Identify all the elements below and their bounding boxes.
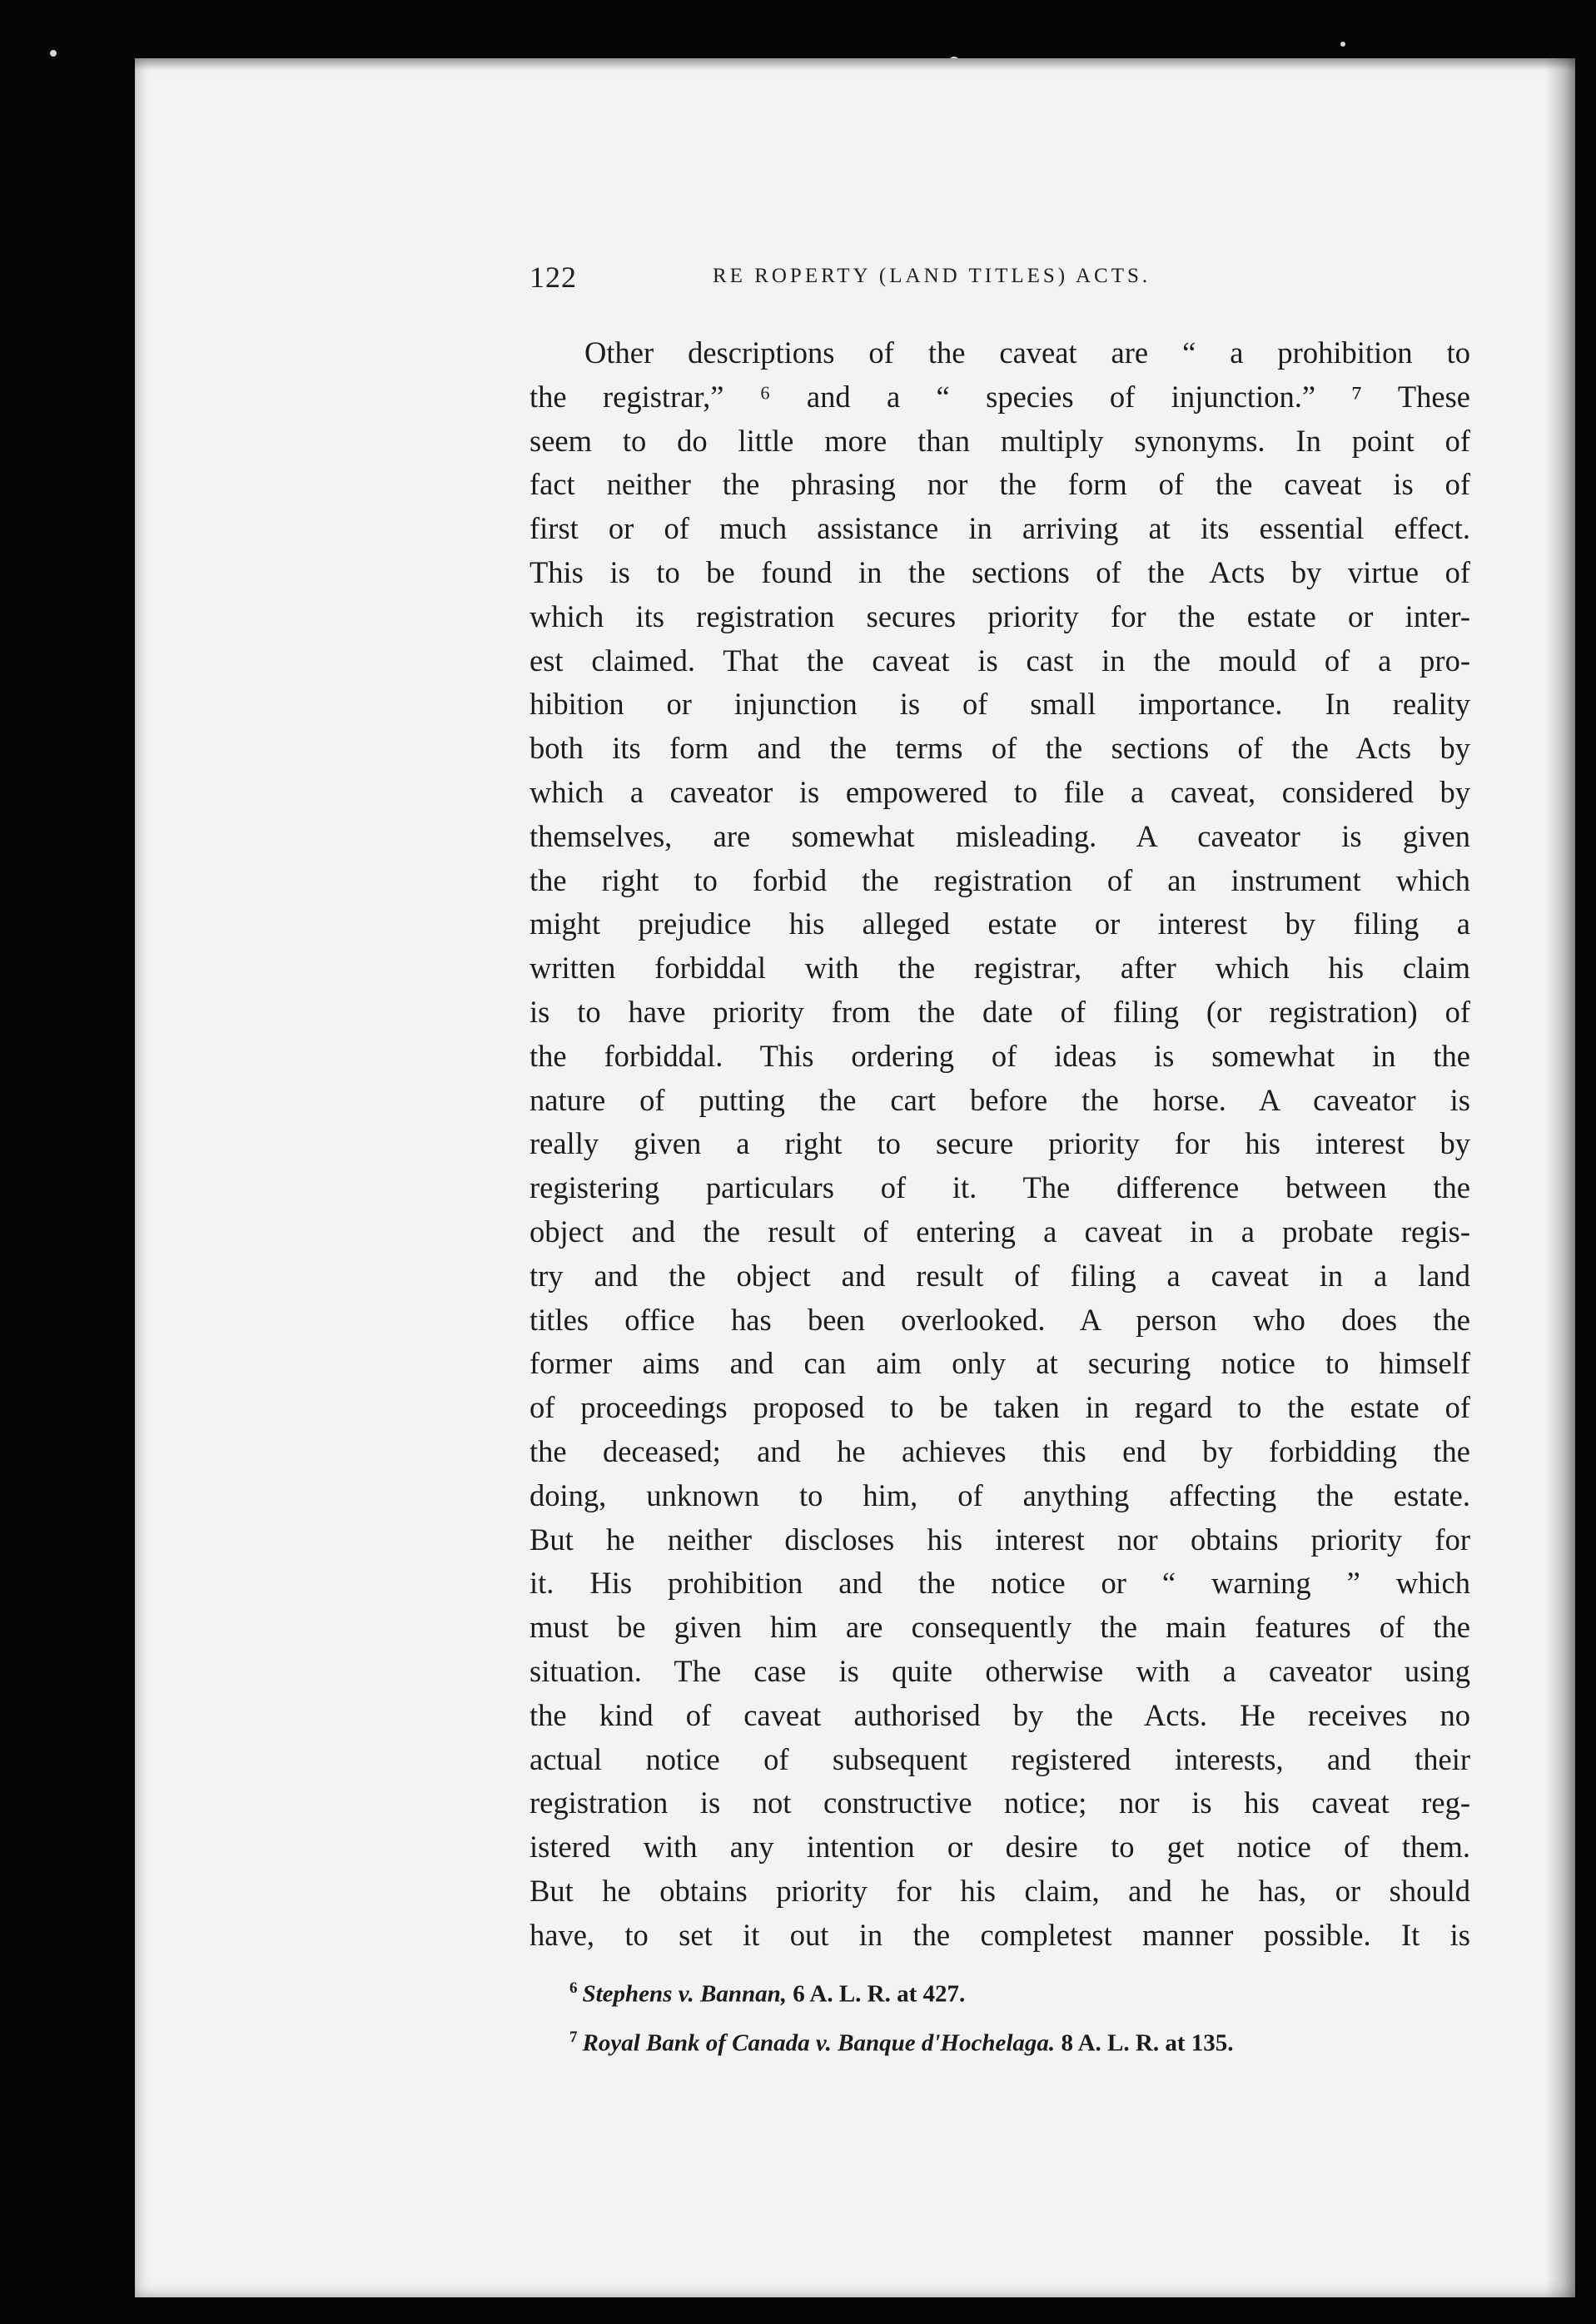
scan-speck xyxy=(50,50,57,57)
page-number: 122 xyxy=(530,261,577,294)
running-head: RE ROPERTY (LAND TITLES) ACTS. xyxy=(713,265,1151,287)
page-shadow-top xyxy=(135,58,1575,70)
text-line: first or of much assistance in arriving at its essential effect. xyxy=(530,511,1470,546)
text-line: situation. The case is quite otherwise with a caveator using xyxy=(530,1653,1470,1688)
text-line: But he neither discloses his interest nor obtains priority for xyxy=(530,1522,1470,1557)
scan-speck xyxy=(1340,42,1345,47)
text-line: seem to do little more than multiply synonyms. In point of xyxy=(530,423,1470,458)
text-line: fact neither the phrasing nor the form of the caveat is of xyxy=(530,467,1470,502)
text-line: But he obtains priority for his claim, and he has, or should xyxy=(530,1873,1470,1908)
footnote xyxy=(530,1967,1470,2016)
text-line: themselves, are somewhat misleading. A caveator is given xyxy=(530,818,1470,853)
text-line: est claimed. That the caveat is cast in the mould of a pro- xyxy=(530,643,1470,678)
text-line: the kind of caveat authorised by the Acts. He receives no xyxy=(530,1697,1470,1732)
text-line: registering particulars of it. The difference between the xyxy=(530,1170,1470,1205)
footnote-mark: 7 xyxy=(569,2028,578,2046)
text-line: try and the object and result of filing a caveat in a land xyxy=(530,1258,1470,1293)
text-line: really given a right to secure priority for his interest by xyxy=(530,1126,1470,1161)
text-line: must be given him are consequently the main features of the xyxy=(530,1610,1470,1645)
text-line: both its form and the terms of the sections of the Acts by xyxy=(530,731,1470,766)
text-line: This is to be found in the sections of the Acts by virtue of xyxy=(530,554,1470,589)
footnote-case-name: Stephens v. Bannan, xyxy=(582,1980,787,2008)
footnote xyxy=(530,2016,1470,2065)
footnote-case-name: Royal Bank of Canada v. Banque d'Hochelaga. xyxy=(582,2029,1056,2057)
text-line: the deceased; and he achieves this end by forbidding the xyxy=(530,1433,1470,1468)
text-line: which its registration secures priority for the estate or inter- xyxy=(530,598,1470,633)
text-line: object and the result of entering a caveat in a probate regis- xyxy=(530,1214,1470,1249)
text-line: actual notice of subsequent registered interests, and their xyxy=(530,1741,1470,1776)
text-line: might prejudice his alleged estate or interest by filing a xyxy=(530,906,1470,941)
text-line: have, to set it out in the completest manner possible. It is xyxy=(530,1917,1470,1952)
text-line: the right to forbid the registration of an instrument which xyxy=(530,862,1470,897)
page-header xyxy=(530,260,1472,301)
footnote-citation: 6 A. L. R. at 427. xyxy=(787,1980,966,2008)
page-shadow-right xyxy=(1545,58,1575,2297)
footnote-mark: 6 xyxy=(569,1979,578,1997)
text-line: doing, unknown to him, of anything affecting the estate. xyxy=(530,1477,1470,1512)
text-line: which a caveator is empowered to file a caveat, considered by xyxy=(530,774,1470,809)
text-line: is to have priority from the date of filing (or registration) of xyxy=(530,994,1470,1029)
footnotes xyxy=(530,1967,1470,2064)
footnote-citation: 8 A. L. R. at 135. xyxy=(1055,2029,1234,2057)
text-line: registration is not constructive notice; nor is his caveat reg- xyxy=(530,1785,1470,1820)
text-line: of proceedings proposed to be taken in regard to the estate of xyxy=(530,1390,1470,1425)
text-line: written forbiddal with the registrar, after which his claim xyxy=(530,951,1470,986)
body-text xyxy=(530,331,1470,1957)
text-line: istered with any intention or desire to get notice of them. xyxy=(530,1830,1470,1865)
text-line: former aims and can aim only at securing notice to himself xyxy=(530,1346,1470,1381)
text-line: the forbiddal. This ordering of ideas is somewhat in the xyxy=(530,1038,1470,1073)
text-line: nature of putting the cart before the horse. A caveator is xyxy=(530,1082,1470,1117)
text-line: hibition or injunction is of small importance. In reality xyxy=(530,687,1470,722)
text-line: the registrar,” ⁶ and a “ species of injunction.” ⁷ These xyxy=(530,379,1470,414)
text-line: Other descriptions of the caveat are “ a prohibition to xyxy=(584,335,1470,370)
text-line: it. His prohibition and the notice or “ warning ” which xyxy=(530,1566,1470,1601)
text-line: titles office has been overlooked. A person who does the xyxy=(530,1302,1470,1337)
